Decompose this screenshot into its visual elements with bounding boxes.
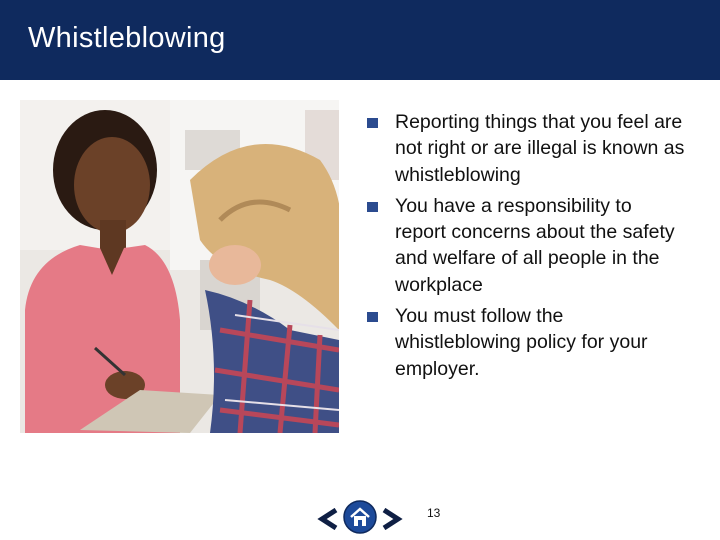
bullet-text: You have a responsibility to report concerns about the safety and welfare of all people in the workplace bbox=[395, 194, 675, 296]
slide-navigation bbox=[316, 500, 406, 536]
bullet-item bbox=[366, 193, 686, 298]
chevron-left-icon bbox=[316, 508, 340, 530]
square-bullet-icon bbox=[367, 118, 378, 128]
bullet-item bbox=[366, 303, 686, 382]
bullet-list bbox=[366, 109, 686, 387]
title-bar bbox=[0, 0, 720, 80]
slide-title: Whistleblowing bbox=[28, 22, 226, 54]
square-bullet-icon bbox=[367, 202, 378, 212]
bullet-item bbox=[366, 109, 686, 188]
previous-slide-button[interactable] bbox=[316, 508, 340, 530]
next-slide-button[interactable] bbox=[380, 508, 404, 530]
home-button[interactable] bbox=[343, 500, 377, 534]
bullet-text: Reporting things that you feel are not right or are illegal is known as whistleblowing bbox=[395, 111, 685, 186]
home-icon bbox=[343, 500, 377, 534]
counselling-photo bbox=[20, 100, 339, 433]
page-number: 13 bbox=[427, 506, 441, 520]
chevron-right-icon bbox=[380, 508, 404, 530]
square-bullet-icon bbox=[367, 312, 378, 322]
bullet-text: You must follow the whistleblowing policy for your employer. bbox=[395, 305, 648, 380]
